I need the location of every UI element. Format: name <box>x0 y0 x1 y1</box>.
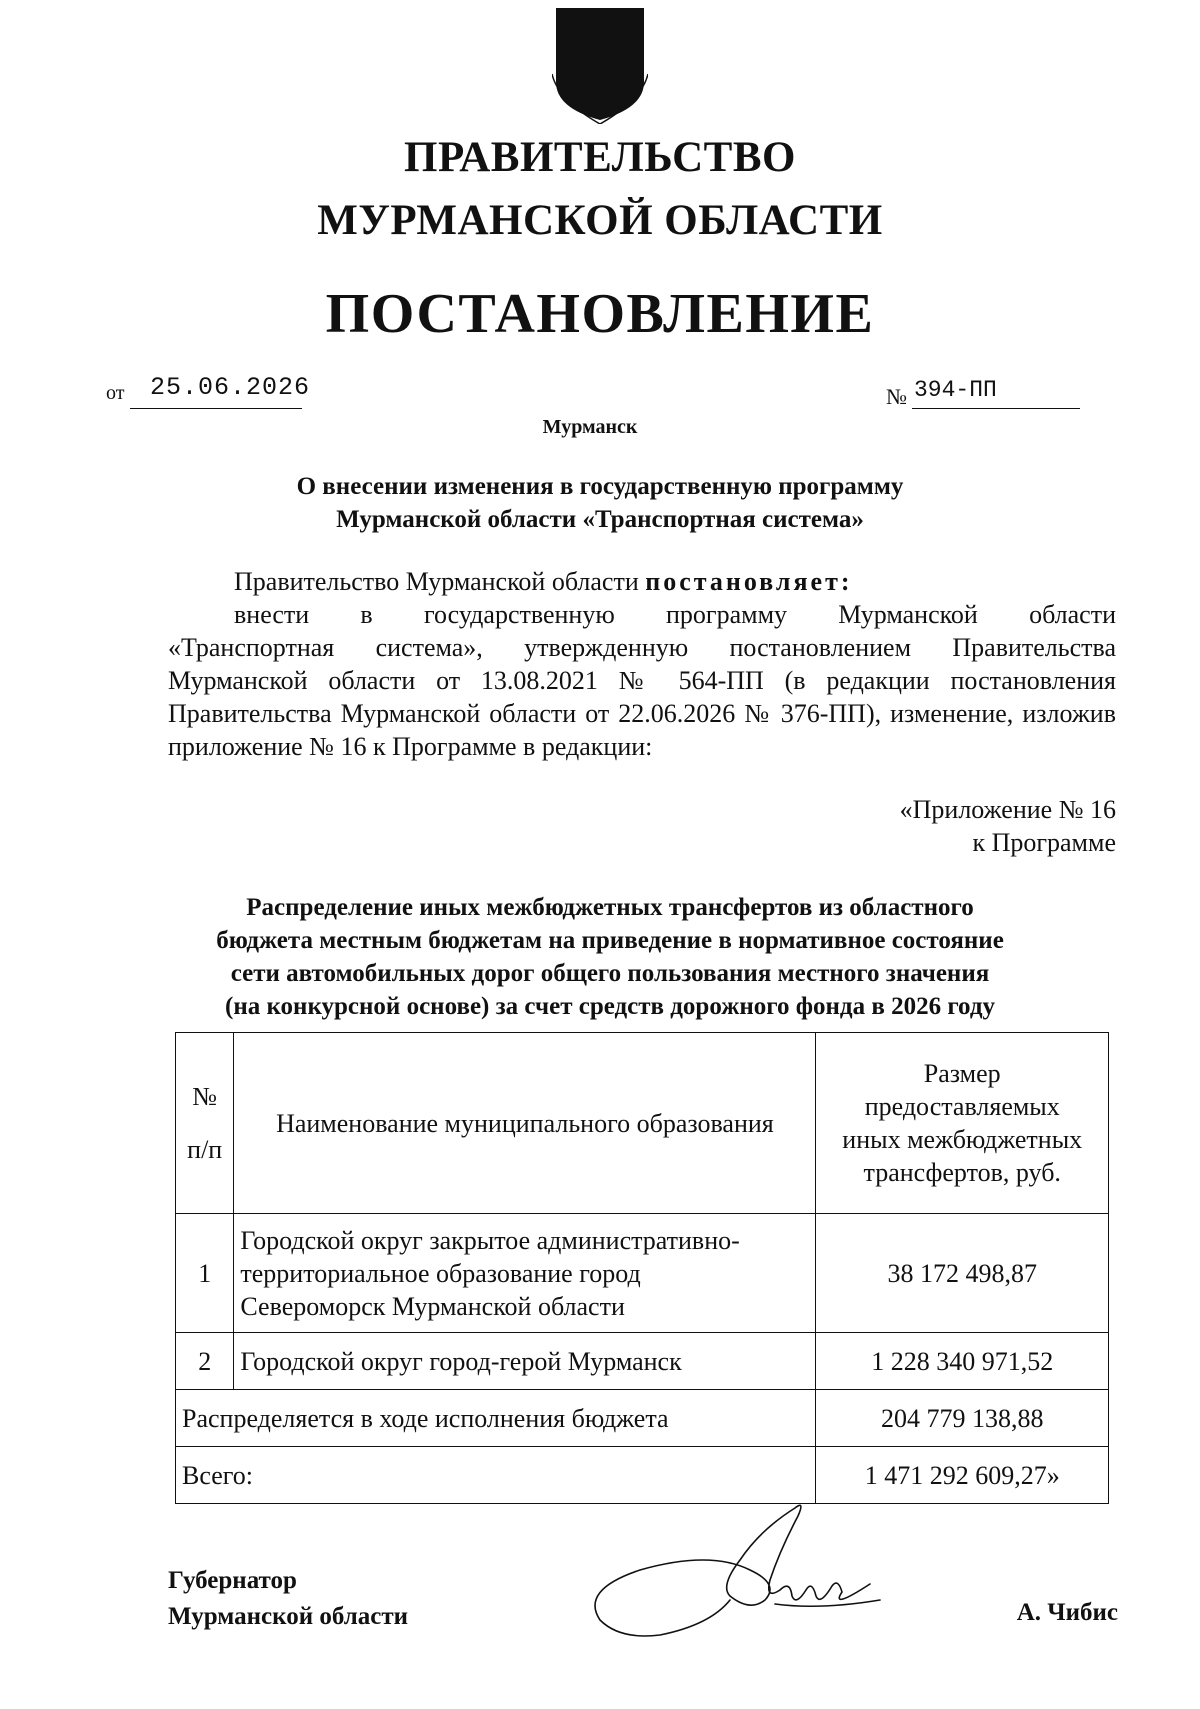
table-row <box>176 1333 1109 1390</box>
city-name: Мурманск <box>542 416 638 438</box>
signatory-title-line2: Мурманской области <box>168 1603 409 1630</box>
signatory-title-line1: Губернатор <box>168 1567 297 1594</box>
row-name-line3: Североморск Мурманской области <box>240 1291 625 1321</box>
header-name: Наименование муниципального образования <box>234 1033 816 1214</box>
paragraph-decree <box>234 565 853 598</box>
row-amount: 38 172 498,87 <box>816 1214 1109 1333</box>
header-num-pp: п/п <box>187 1135 223 1164</box>
paragraph-amendment <box>168 598 1116 763</box>
header-num-sign: № <box>192 1082 218 1111</box>
header-num <box>176 1033 234 1214</box>
table-title-line4: (на конкурсной основе) за счет средств дорожного фонда в 2026 году <box>225 993 995 1020</box>
amendment-rest: «Транспортная система», утвержденную постановлением Правительства Мурманской области от 13.08.2021 № 564-ПП (в редакции постановления Правительства Мурманской области от 22.06.2026 № 376-ПП), изменение, изложив приложение № 16 к Программе в редакции: <box>168 633 1116 761</box>
allocation-table <box>175 1032 1109 1504</box>
header-amount-line4: трансфертов, руб. <box>863 1158 1061 1187</box>
date-underline <box>130 408 302 409</box>
row-amount: 1 228 340 971,52 <box>816 1333 1109 1390</box>
header-amount <box>816 1033 1109 1214</box>
table-row-distributed <box>176 1390 1109 1447</box>
signer-name: А. Чибис <box>1016 1599 1118 1626</box>
document-number: 394-ПП <box>914 377 997 403</box>
annex-reference <box>900 793 1116 859</box>
table-row <box>176 1214 1109 1333</box>
decree-intro: Правительство Мурманской области <box>234 567 646 596</box>
row-num: 1 <box>176 1214 234 1333</box>
distributed-label: Распределяется в ходе исполнения бюджета <box>176 1390 816 1447</box>
distributed-amount: 204 779 138,88 <box>816 1390 1109 1447</box>
table-title-line1: Распределение иных межбюджетных трансфертов из областного <box>246 894 974 921</box>
decree-emphasis: постановляет: <box>645 567 853 596</box>
row-name-line2: территориальное образование город <box>240 1258 641 1288</box>
table-header-row <box>176 1033 1109 1214</box>
number-underline <box>912 408 1080 409</box>
row-name-line1: Городской округ закрытое административно- <box>240 1225 740 1255</box>
total-label: Всего: <box>176 1447 816 1504</box>
document-subject <box>180 470 1020 536</box>
row-name: Городской округ город-герой Мурманск <box>234 1333 816 1390</box>
annex-line2: к Программе <box>972 828 1116 857</box>
row-name <box>234 1214 816 1333</box>
table-title <box>150 891 1070 1023</box>
org-name-line2: МУРМАНСКОЙ ОБЛАСТИ <box>317 197 883 244</box>
row-num: 2 <box>176 1333 234 1390</box>
org-name-line1: ПРАВИТЕЛЬСТВО <box>404 134 796 181</box>
header-amount-line2: предоставляемых <box>864 1092 1060 1121</box>
coat-of-arms-emblem <box>552 4 648 124</box>
subject-line2: Мурманской области «Транспортная система» <box>336 506 864 533</box>
signatory-title <box>168 1563 408 1635</box>
document-type-title: ПОСТАНОВЛЕНИЕ <box>325 283 875 345</box>
total-amount: 1 471 292 609,27» <box>816 1447 1109 1504</box>
amendment-first-line: внести в государственную программу Мурманской области <box>234 600 1116 629</box>
table-row-total <box>176 1447 1109 1504</box>
annex-line1: «Приложение № 16 <box>899 795 1116 824</box>
subject-line1: О внесении изменения в государственную программу <box>296 473 904 500</box>
number-prefix: № <box>886 384 907 409</box>
header-amount-line3: иных межбюджетных <box>842 1125 1083 1154</box>
date-prefix: от <box>106 382 125 404</box>
header-amount-line1: Размер <box>923 1059 1001 1088</box>
document-date: 25.06.2026 <box>150 373 311 402</box>
handwritten-signature <box>580 1500 890 1650</box>
table-title-line3: сети автомобильных дорог общего пользования местного значения <box>230 960 990 987</box>
table-title-line2: бюджета местным бюджетам на приведение в нормативное состояние <box>216 927 1004 954</box>
